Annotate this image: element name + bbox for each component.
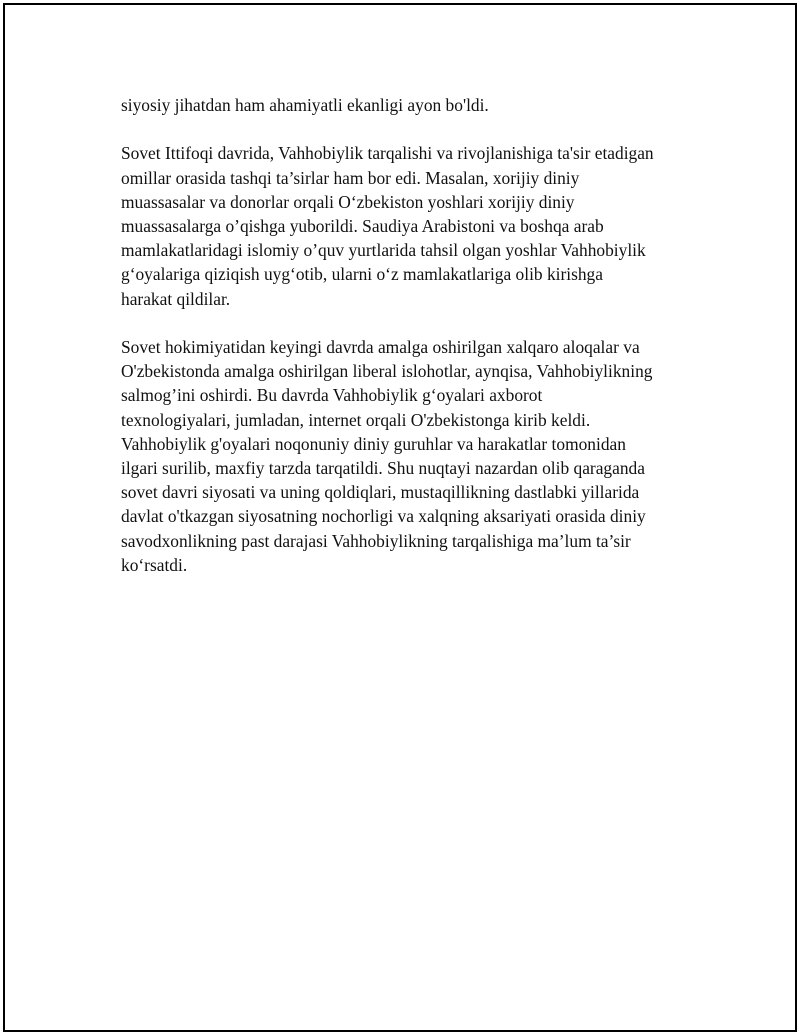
paragraph-1 [121, 93, 711, 117]
text-line: g‘oyalariga qiziqish uyg‘otib, ularni o‘z mamlakatlariga olib kirishga [121, 264, 603, 285]
text-line: O'zbekistonda amalga oshirilgan liberal islohotlar, aynqisa, Vahhobiylikning [121, 361, 653, 382]
text-line: Sovet Ittifoqi davrida, Vahhobiylik tarqalishi va rivojlanishiga ta'sir etadigan [121, 143, 654, 164]
text-line: texnologiyalari, jumladan, internet orqali O'zbekistonga kirib keldi. [121, 409, 591, 430]
text-line: Vahhobiylik g'oyalari noqonuniy diniy guruhlar va harakatlar tomonidan [121, 433, 626, 454]
text-line: ilgari surilib, maxfiy tarzda tarqatildi. Shu nuqtayi nazardan olib qaraganda [121, 458, 645, 479]
text-line: harakat qildilar. [121, 288, 231, 309]
text-line: ko‘rsatdi. [121, 554, 188, 575]
text-line: omillar orasida tashqi ta’sirlar ham bor edi. Masalan, xorijiy diniy [121, 167, 580, 188]
document-page [3, 3, 797, 1032]
text-line: salmog’ini oshirdi. Bu davrda Vahhobiylik g‘oyalari axborot [121, 385, 543, 406]
text-line: davlat o'tkazgan siyosatning nochorligi va xalqning aksariyati orasida diniy [121, 506, 646, 527]
text-line: mamlakatlaridagi islomiy o’quv yurtlarida tahsil olgan yoshlar Vahhobiylik [121, 240, 646, 261]
text-line: Sovet hokimiyatidan keyingi davrda amalga oshirilgan xalqaro aloqalar va [121, 337, 640, 357]
text-line: muassasalar va donorlar orqali O‘zbekiston yoshlari xorijiy diniy [121, 191, 575, 212]
text-line: muassasalarga o’qishga yuborildi. Saudiya Arabistoni va boshqa arab [121, 216, 604, 236]
paragraph-2 [121, 141, 711, 310]
paragraph-3 [121, 335, 711, 577]
text-line: savodxonlikning past darajasi Vahhobiylikning tarqalishiga ma’lum ta’sir [121, 530, 631, 551]
document-body [121, 93, 711, 601]
text-line: sovet davri siyosati va uning qoldiqlari, mustaqillikning dastlabki yillarida [121, 482, 640, 503]
text-line: siyosiy jihatdan ham ahamiyatli ekanligi ayon bo'ldi. [121, 95, 489, 115]
